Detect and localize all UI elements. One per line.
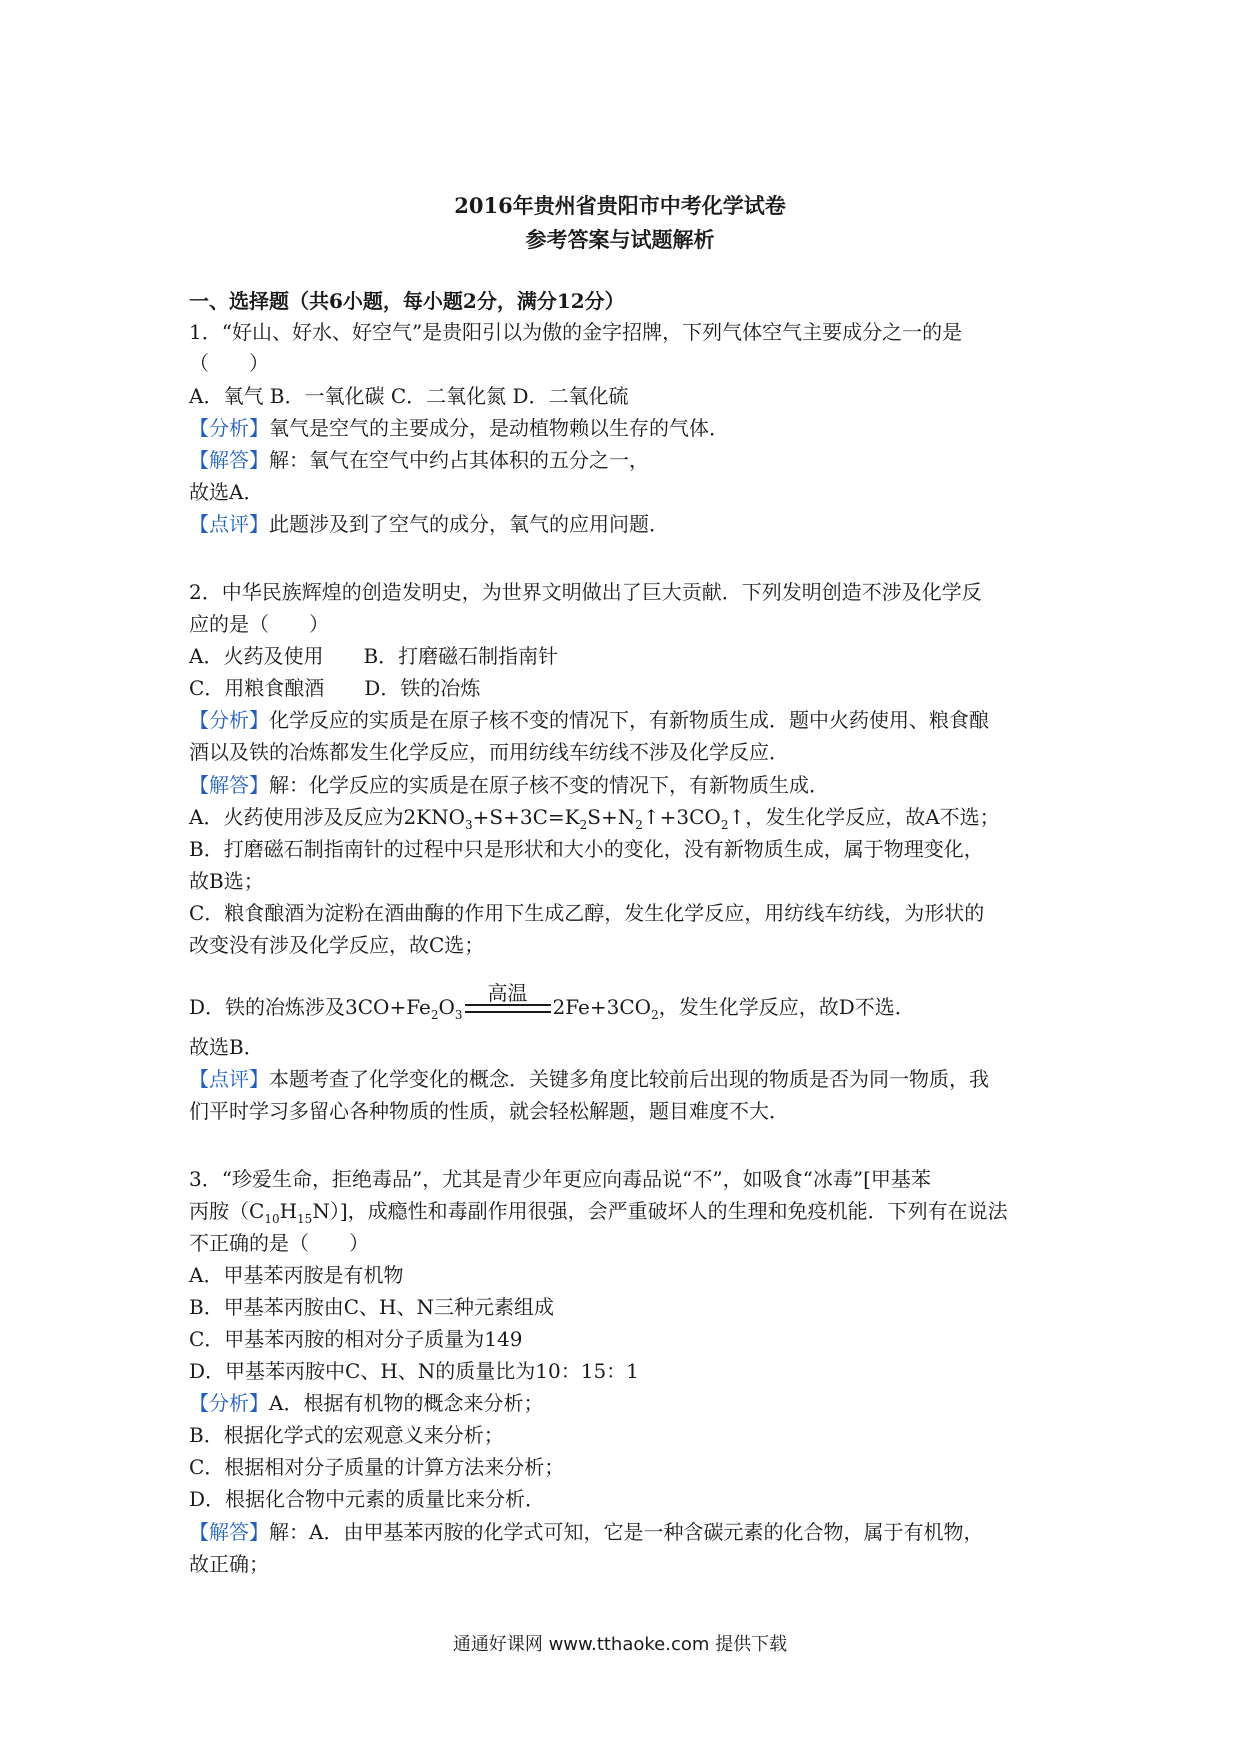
- q3-option-c: C．甲基苯丙胺的相对分子质量为149: [189, 1327, 523, 1351]
- q1-options: A．氧气 B．一氧化碳 C．二氧化氮 D．二氧化硫: [189, 384, 629, 408]
- q2-answer-b-line1: B．打磨磁石制指南针的过程中只是形状和大小的变化，没有新物质生成，属于物理变化，: [189, 837, 984, 861]
- q1-stem-line1: 1．“好山、好水、好空气”是贵阳引以为傲的金字招牌，下列气体空气主要成分之一的是: [189, 320, 963, 344]
- subscript: 2: [651, 1008, 659, 1022]
- subscript: 2: [720, 818, 729, 832]
- answer-tag: 【解答】: [189, 1520, 269, 1544]
- q2-analysis-line2: 酒以及铁的冶炼都发生化学反应，而用纺线车纺线不涉及化学反应．: [189, 740, 789, 764]
- subscript: 2: [579, 818, 588, 832]
- reaction-condition-text: 高温: [487, 981, 528, 1005]
- q2-answer-b-line2: 故B选；: [189, 869, 264, 893]
- q2-answer: [189, 771, 1069, 799]
- formula-part: N）]，成瘾性和毒副作用很强，会严重破坏人的生理和免疫机能．下列有在说法: [312, 1199, 1008, 1223]
- analysis-tag: 【分析】: [189, 708, 269, 732]
- answer-tag: 【解答】: [189, 773, 269, 797]
- document-title: 2016年贵州省贵阳市中考化学试卷: [454, 193, 786, 218]
- q2-answer-c-line1: C．粮食酿酒为淀粉在酒曲酶的作用下生成乙醇，发生化学反应，用纺线车纺线，为形状的: [189, 901, 985, 925]
- analysis-tag: 【分析】: [189, 416, 269, 440]
- q2-options-cd: C．用粮食酿酒 D．铁的冶炼: [189, 676, 481, 700]
- formula-part: ↑，发生化学反应，故A不选；: [728, 805, 1000, 829]
- analysis-tag: 【分析】: [189, 1391, 269, 1415]
- document-subtitle: 参考答案与试题解析: [525, 227, 715, 252]
- q1-analysis: [189, 414, 1069, 442]
- formula-part: H: [279, 1199, 298, 1223]
- q3-option-d: D．甲基苯丙胺中C、H、N的质量比为10：15：1: [189, 1359, 639, 1383]
- subscript: 10: [264, 1212, 280, 1226]
- page-footer: 通通好课网 www.tthaoke.com 提供下载: [452, 1634, 788, 1655]
- subscript: 3: [465, 818, 473, 832]
- q2-analysis-text1: 化学反应的实质是在原子核不变的情况下，有新物质生成．题中火药使用、粮食酿: [269, 708, 989, 732]
- q3-option-a: A．甲基苯丙胺是有机物: [189, 1263, 404, 1287]
- q2-stem-line1: 2．中华民族辉煌的创造发明史，为世界文明做出了巨大贡献．下列发明创造不涉及化学反: [189, 580, 982, 604]
- formula-part: D．铁的冶炼涉及3CO+Fe: [189, 995, 431, 1019]
- formula-part: +S+3C=K: [472, 805, 580, 829]
- formula-part: 丙胺（C: [189, 1199, 265, 1223]
- q3-analysis-d: D．根据化合物中元素的质量比来分析．: [189, 1487, 546, 1511]
- q3-answer-line2: 故正确；: [189, 1552, 269, 1576]
- double-line-arrow: [465, 1004, 551, 1013]
- q2-choice: 故选B．: [189, 1035, 264, 1059]
- formula-part: ，发生化学反应，故D不选．: [658, 995, 915, 1019]
- reaction-condition: [465, 982, 551, 1021]
- subscript: 15: [297, 1212, 313, 1226]
- q2-comment-text1: 本题考查了化学变化的概念．关键多角度比较前后出现的物质是否为同一物质，我: [269, 1067, 989, 1091]
- q2-comment-line2: 们平时学习多留心各种物质的性质，就会轻松解题，题目难度不大．: [189, 1099, 789, 1123]
- q3-option-b: B．甲基苯丙胺由C、H、N三种元素组成: [189, 1295, 554, 1319]
- q1-answer: [189, 446, 1069, 474]
- q3-answer-text1: 解：A．由甲基苯丙胺的化学式可知，它是一种含碳元素的化合物，属于有机物，: [269, 1520, 984, 1544]
- q3-stem-line3: 不正确的是（ ）: [189, 1231, 369, 1255]
- q3-analysis-c: C．根据相对分子质量的计算方法来分析；: [189, 1455, 565, 1479]
- formula-part: 2Fe+3CO: [552, 995, 652, 1019]
- section-heading: 一、选择题（共6小题，每小题2分，满分12分）: [189, 289, 625, 313]
- q1-analysis-text: 氧气是空气的主要成分，是动植物赖以生存的气体．: [269, 416, 729, 440]
- subscript: 3: [454, 1008, 463, 1022]
- q2-answer-d: [189, 982, 1069, 1021]
- q2-analysis-line1: [189, 706, 1069, 734]
- q3-analysis-a: [189, 1389, 1069, 1417]
- q1-stem-line2: （ ）: [189, 351, 269, 375]
- q3-stem-line2: [189, 1197, 1069, 1225]
- formula-part: A．火药使用涉及反应为2KNO: [189, 805, 466, 829]
- q3-analysis-b: B．根据化学式的宏观意义来分析；: [189, 1423, 504, 1447]
- q2-answer-text: 解：化学反应的实质是在原子核不变的情况下，有新物质生成．: [269, 773, 829, 797]
- q3-stem-line1: 3．“珍爱生命，拒绝毒品”，尤其是青少年更应向毒品说“不”，如吸食“冰毒”[甲基苯: [189, 1167, 931, 1191]
- comment-tag: 【点评】: [189, 1067, 269, 1091]
- subscript: 2: [635, 818, 643, 832]
- formula-part: ↑+3CO: [642, 805, 721, 829]
- q2-answer-c-line2: 改变没有涉及化学反应，故C选；: [189, 933, 485, 957]
- q3-analysis-text-a: A．根据有机物的概念来分析；: [269, 1391, 544, 1415]
- q1-comment: [189, 510, 1069, 538]
- q3-answer-line1: [189, 1518, 1069, 1546]
- q1-answer-text: 解：氧气在空气中约占其体积的五分之一，: [269, 448, 649, 472]
- answer-tag: 【解答】: [189, 448, 269, 472]
- q2-answer-a: [189, 803, 1069, 831]
- subscript: 2: [430, 1008, 439, 1022]
- formula-part: O: [438, 995, 455, 1019]
- comment-tag: 【点评】: [189, 512, 269, 536]
- q2-options-ab: A．火药及使用 B．打磨磁石制指南针: [189, 644, 559, 668]
- q2-stem-line2: 应的是（ ）: [189, 612, 329, 636]
- formula-part: S+N: [587, 805, 636, 829]
- q1-comment-text: 此题涉及到了空气的成分，氧气的应用问题．: [269, 512, 669, 536]
- q1-choice: 故选A．: [189, 480, 264, 504]
- q2-comment-line1: [189, 1065, 1069, 1093]
